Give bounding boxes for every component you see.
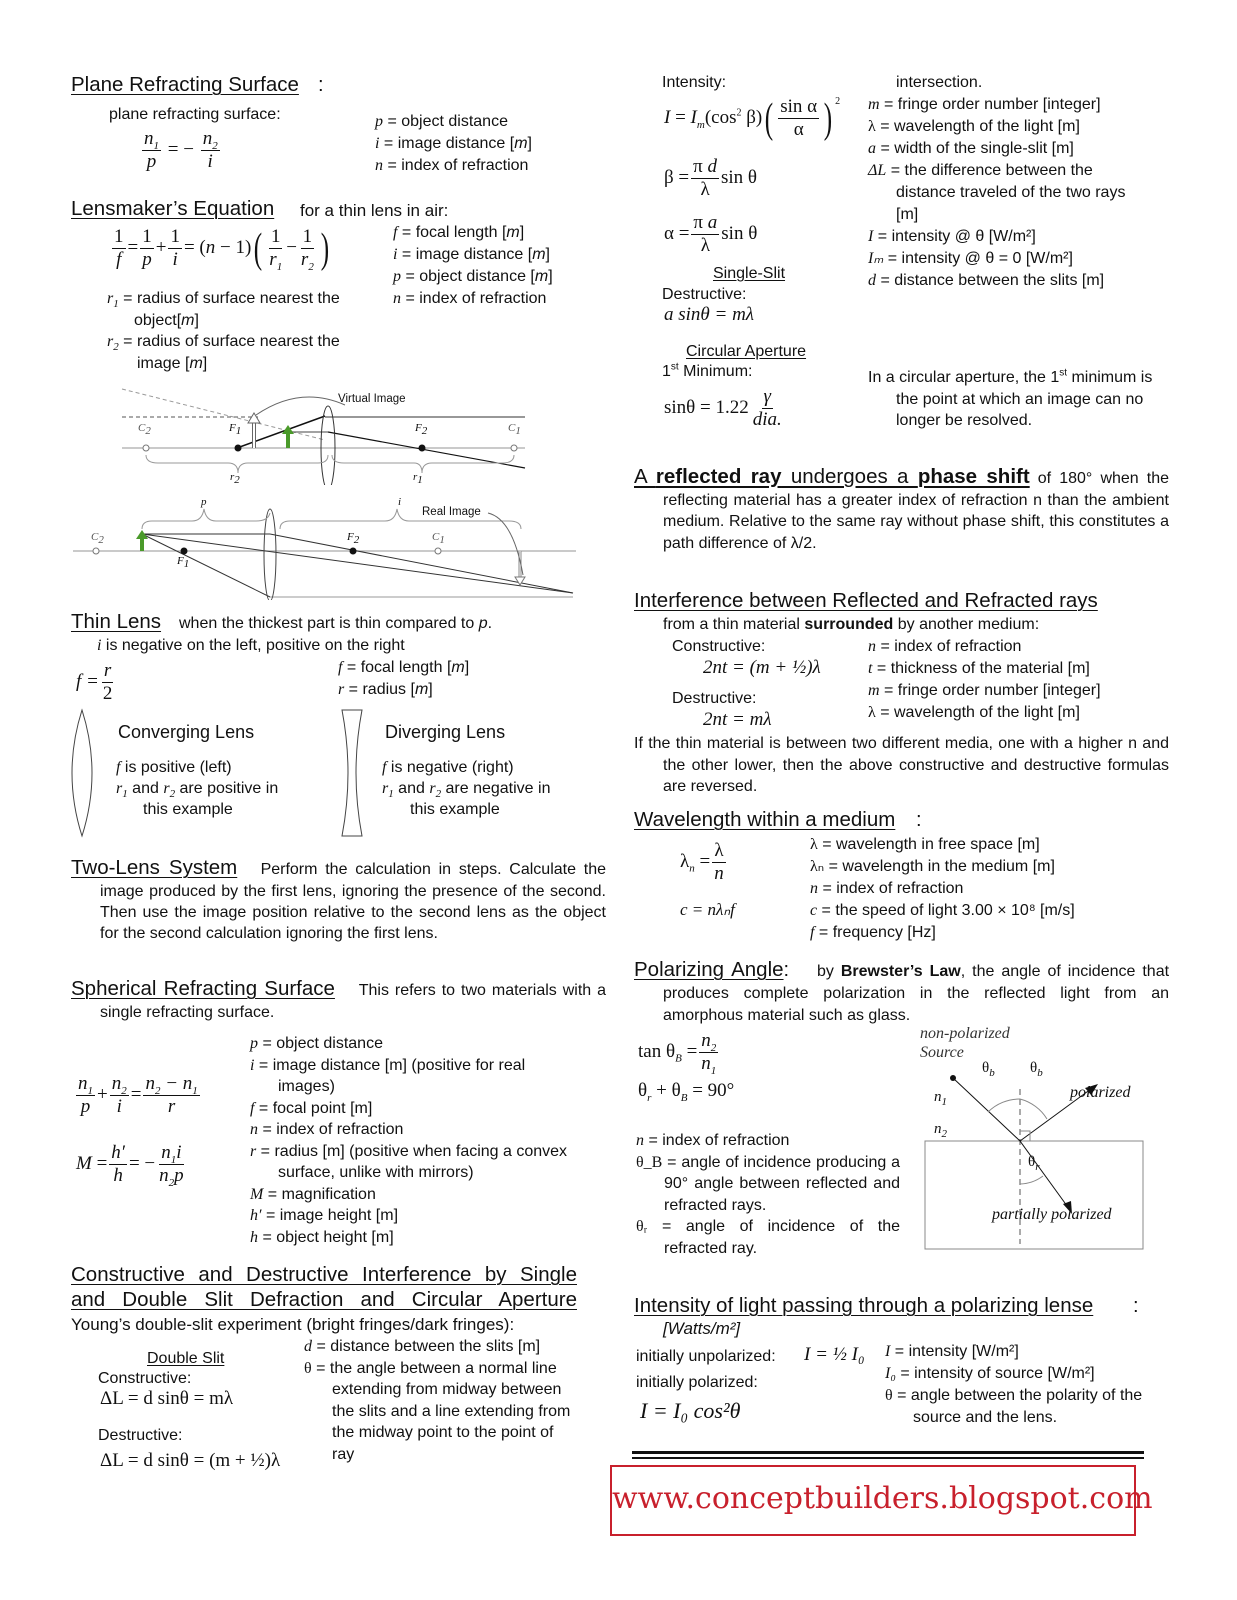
section-title-plane-refracting: Plane Refracting Surface bbox=[71, 73, 299, 96]
intensity-variables: intersection. m = fringe order number [integer] λ = wavelength of the light [m] a = width of the single-slit [m] ΔL = the difference between the distance traveled of the two rays [m] I = intensity @ θ [W/m²] Iₘ = intensity @ θ = 0 [W/m²] d = distance between the slits [m] bbox=[868, 74, 1126, 289]
single-slit-destructive-label: Destructive: bbox=[662, 286, 747, 303]
diverging-lens-notes: f is negative (right) $r_1$ and $r_2$ are negative in this example bbox=[382, 759, 551, 818]
section-title-thin-film: Interference between Reflected and Refracted rays bbox=[634, 589, 1098, 612]
circular-aperture-note: In a circular aperture, the 1st minimum is the point at which an image can no longer be resolved. bbox=[868, 367, 1153, 429]
polarizing-variables: n = index of refraction θ_B = angle of incidence producing a 90° angle between reflected and refracted rays. θᵣ = angle of incidence of the refracted ray. bbox=[636, 1132, 900, 1257]
spherical-section: Spherical Refracting Surface This refers to two materials with a single refracting surface. bbox=[71, 977, 607, 1021]
thin-film-intro: from a thin material surrounded by another medium: bbox=[663, 616, 1040, 633]
circular-aperture-label: Circular Aperture bbox=[686, 343, 807, 360]
real-image-diagram: Real Image p i $C_2$ $F_1$ $F_2$ $C_1$ bbox=[68, 495, 578, 600]
lensmaker-subtitle: for a thin lens in air: bbox=[300, 201, 449, 220]
speed-of-light-formula: c = nλₙf bbox=[680, 900, 735, 919]
title-colon: : bbox=[318, 74, 324, 96]
youngs-intro: Young’s double-slit experiment (bright fringes/dark fringes): bbox=[71, 1315, 515, 1334]
brewster-formula: $\tan \theta_B$ = $\frac{n_2}{n_1}$ bbox=[638, 1030, 717, 1077]
footer-divider-thick bbox=[632, 1451, 1144, 1454]
spherical-formula: $\frac{n_1}{p}$ + $\frac{n_2}{i}$ = $\frac{n_2 - n_1}{r}$ bbox=[78, 1073, 198, 1117]
lensmaker-formula: $\frac{1}{f}$ = $\frac{1}{p}$ + $\frac{1}{i}$ = (n − 1)( $\frac{1}{r_1}$ − $\frac{1}{r_2}$ ) bbox=[114, 225, 330, 273]
double-slit-constructive-eq: ΔL = d sinθ = mλ bbox=[100, 1388, 234, 1409]
polarizing-angle-section: Polarizing Angle: by Brewster’s Law, the angle of incidence that produces complete polarization in the reflected light from an amorphous material such as glass. bbox=[634, 958, 1170, 1024]
polarizer-variables: I = intensity [W/m²] I₀ = intensity of source [W/m²] θ = angle between the polarity of the source and the lens. bbox=[885, 1343, 1143, 1426]
plane-variables bbox=[375, 111, 532, 177]
title-colon: : bbox=[916, 809, 922, 831]
thin-film-constructive-eq: 2nt = (m + ½)λ bbox=[703, 657, 821, 678]
section-title-interference-2: and Double Slit Defraction and Circular Aperture bbox=[71, 1288, 577, 1311]
thin-film-destructive-label: Destructive: bbox=[672, 690, 757, 707]
lensmaker-radius-defs: $r_1$ = radius of surface nearest the object[m] $r_2$ = radius of surface nearest the image [m] bbox=[107, 290, 340, 372]
plane-intro: plane refracting surface: bbox=[109, 106, 281, 123]
section-title-wavelength: Wavelength within a medium bbox=[634, 808, 896, 831]
single-slit-label: Single-Slit bbox=[713, 265, 786, 282]
plane-formula: $\frac{n_1}{p}$ = − $\frac{n_2}{i}$ bbox=[144, 128, 218, 172]
wavelength-formula: $\lambda_n$ = $\frac{\lambda}{n}$ bbox=[680, 840, 724, 884]
thin-film-destructive-eq: 2nt = mλ bbox=[703, 709, 772, 730]
beta-formula: β = $\frac{\text{π d}}{\lambda}$ sin θ bbox=[664, 156, 758, 200]
title-colon: : bbox=[1133, 1295, 1139, 1317]
magnification-formula: M = $\frac{h'}{h}$ = − $\frac{n_1i}{n_2p}$ bbox=[76, 1142, 184, 1189]
phase-shift-section: A reflected ray undergoes a phase shift of 180° when the reflecting material has a greater index of refraction n than the ambient medium. Relative to the same ray without phase shift, this constitutes a path difference of λ/2. bbox=[634, 465, 1170, 552]
intensity-label: Intensity: bbox=[662, 74, 727, 91]
angle-sum-formula: $\theta_r + \theta_B = 90^\circ$ bbox=[638, 1080, 735, 1104]
lensmaker-variables: f = focal length [m] i = image distance [m] p = object distance [m] n = index of refraction bbox=[393, 224, 553, 307]
thin-lens-variables: f = focal length [m] r = radius [m] bbox=[338, 659, 470, 698]
single-slit-destructive-eq: a sinθ = mλ bbox=[664, 304, 755, 325]
alpha-formula: α = $\frac{\text{π a}}{\lambda}$ sin θ bbox=[664, 212, 758, 256]
virtual-image-label: Virtual Image bbox=[338, 393, 406, 405]
thin-film-constructive-label: Constructive: bbox=[672, 638, 766, 655]
diverging-lens-icon bbox=[338, 708, 366, 838]
double-slit-label: Double Slit bbox=[147, 1350, 225, 1367]
diverging-lens-title: Diverging Lens bbox=[385, 722, 506, 742]
section-title-lensmaker: Lensmaker’s Equation bbox=[71, 197, 275, 220]
real-image-label: Real Image bbox=[422, 506, 481, 518]
malus-law-eq: I = I₀ cos²θ bbox=[640, 1398, 741, 1423]
destructive-label: Destructive: bbox=[98, 1427, 183, 1444]
unpolarized-label: initially unpolarized: bbox=[636, 1348, 776, 1365]
polarized-label: initially polarized: bbox=[636, 1374, 758, 1391]
thin-film-variables: n = index of refraction t = thickness of the material [m] m = fringe order number [integer] λ = wavelength of the light [m] bbox=[868, 638, 1101, 721]
two-lens-section: Two-Lens System Perform the calculation in steps. Calculate the image produced by the first lens, ignoring the presence of the second. Then use the image position relative to the second lens as the object for the second calculation ignoring the first lens. bbox=[71, 856, 607, 942]
polarizer-units: [Watts/m²] bbox=[663, 1319, 741, 1338]
section-title-interference-1: Constructive and Destructive Interference by Single bbox=[71, 1263, 577, 1286]
thin-lens-formula: f = $\frac{r}{2}$ bbox=[76, 660, 113, 704]
first-minimum-label: 1st Minimum: bbox=[662, 361, 753, 380]
var-i: i = image distance [m] bbox=[375, 135, 532, 152]
thin-lens-subtitle: when the thickest part is thin compared to p. bbox=[179, 615, 493, 632]
section-title-thin-lens: Thin Lens bbox=[71, 610, 162, 633]
wavelength-variables: λ = wavelength in free space [m] λₙ = wavelength in the medium [m] n = index of refraction c = the speed of light 3.00 × 10⁸ [m/s] f = frequency [Hz] bbox=[810, 836, 1075, 941]
converging-lens-icon bbox=[70, 708, 94, 838]
brewster-diagram: non-polarized Source $\theta_b$ $\theta_b$ polarized $n_1$ $n_2$ $\theta_r$ partially polarized bbox=[920, 1024, 1145, 1252]
converging-lens-title: Converging Lens bbox=[118, 722, 255, 742]
double-slit-variables: d = distance between the slits [m] θ = the angle between a normal line extending from midway between the slits and a line extending from the midway point to the point of ray bbox=[304, 1338, 571, 1463]
blog-url-banner[interactable]: www.conceptbuilders.blogspot.com bbox=[610, 1465, 1136, 1536]
intensity-formula: $I = I_m(\cos^2$ β)( $\frac{\text{sin α}}{\alpha}$ ) $^2$ bbox=[664, 95, 841, 142]
converging-lens-notes: f is positive (left) $r_1$ and $r_2$ are positive in this example bbox=[116, 759, 279, 818]
footer-divider-thin bbox=[632, 1457, 1144, 1459]
thin-lens-sign-note: i is negative on the left, positive on the right bbox=[97, 637, 405, 654]
virtual-image-diagram: Virtual Image $C_2$ $F_1$ $F_2$ $C_1$ $r_2$ $r_1$ bbox=[110, 385, 530, 485]
thin-film-note: If the thin material is between two different media, one with a higher n and the other lower, then the above constructive and destructive formulas are reversed. bbox=[634, 735, 1169, 795]
var-p: p = object distance bbox=[375, 113, 508, 130]
spherical-variables: p = object distance i = image distance [m] (positive for real images) f = focal point [m] n = index of refraction r = radius [m] (positive when facing a convex surface, unlike with mirrors) M = magnification h′ = image height [m] h = object height [m] bbox=[250, 1035, 568, 1246]
section-title-polarizer: Intensity of light passing through a polarizing lense bbox=[634, 1294, 1094, 1317]
unpolarized-eq: I = ½ I₀ bbox=[804, 1344, 865, 1365]
double-slit-destructive-eq: ΔL = d sinθ = (m + ½)λ bbox=[100, 1450, 281, 1471]
circular-aperture-formula: sinθ = 1.22 $\frac{\gamma}{\text{dia.}}$ bbox=[664, 386, 782, 430]
var-n: n = index of refraction bbox=[375, 157, 529, 174]
constructive-label: Constructive: bbox=[98, 1370, 192, 1387]
